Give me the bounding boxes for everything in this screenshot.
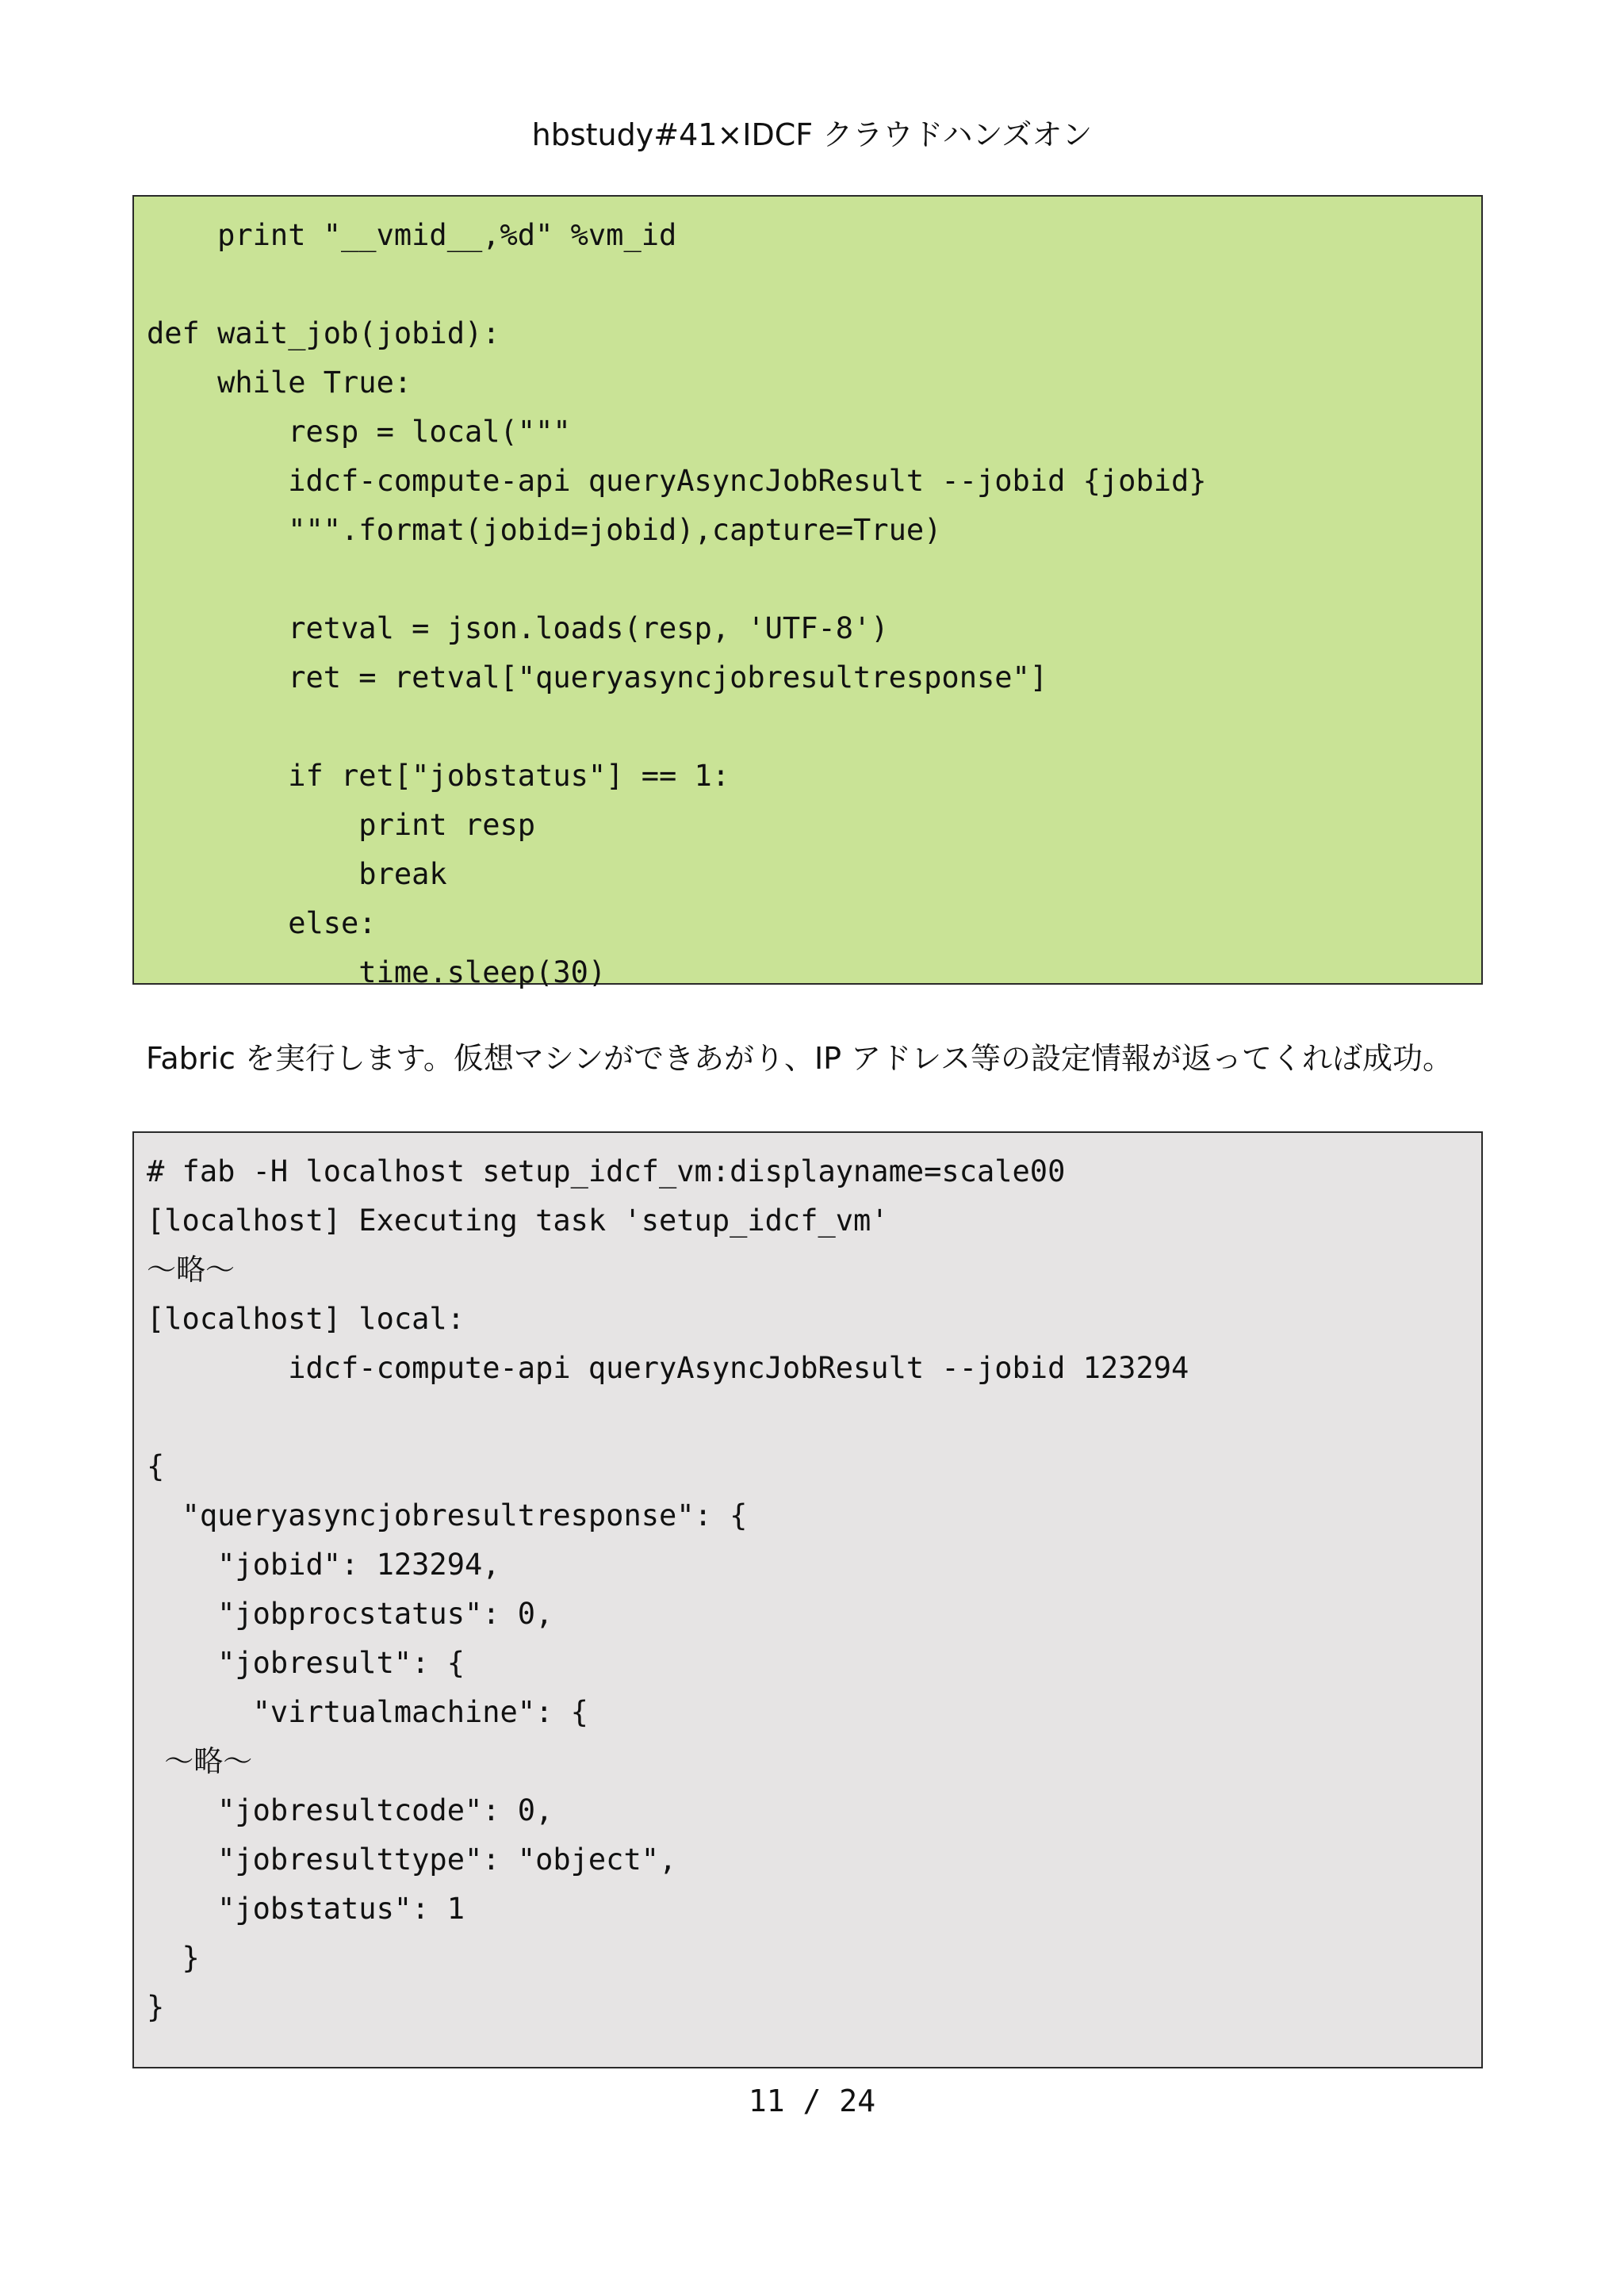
output-line: "queryasyncjobresultresponse": { (147, 1498, 748, 1533)
code-line: break (147, 857, 447, 891)
output-line: [localhost] Executing task 'setup_idcf_vm' (147, 1203, 889, 1238)
code-line: ret = retval["queryasyncjobresultresponse"] (147, 660, 1048, 695)
code-line: while True: (147, 365, 412, 400)
output-line: } (147, 1990, 165, 2024)
output-line: ～略～ (147, 1253, 235, 1287)
output-line: [localhost] local: (147, 1302, 465, 1336)
body-paragraph: Fabric を実行します。仮想マシンができあがり、IP アドレス等の設定情報が返ってくれば成功。 (146, 1041, 1454, 1076)
output-line: "jobresultcode": 0, (147, 1793, 553, 1827)
code-line (147, 260, 1481, 309)
code-line: print "__vmid__,%d" %vm_id (147, 218, 677, 252)
code-line: print resp (147, 808, 536, 842)
code-line: """.format(jobid=jobid),capture=True) (147, 513, 942, 547)
code-line (147, 555, 1481, 604)
terminal-output-block (132, 1131, 1483, 2068)
code-line: def wait_job(jobid): (147, 316, 500, 350)
output-line: } (147, 1941, 200, 1975)
code-line: idcf-compute-api queryAsyncJobResult --jobid {jobid} (147, 464, 1207, 498)
output-line: "jobresult": { (147, 1646, 465, 1680)
code-line: else: (147, 906, 377, 940)
page-header: hbstudy#41×IDCF クラウドハンズオン (531, 117, 1093, 152)
output-line: "jobresulttype": "object", (147, 1843, 677, 1877)
output-line: idcf-compute-api queryAsyncJobResult --jobid 123294 (147, 1351, 1189, 1385)
output-line: "jobid": 123294, (147, 1548, 500, 1582)
code-line (147, 702, 1481, 752)
code-line: if ret["jobstatus"] == 1: (147, 759, 730, 793)
output-line: "jobstatus": 1 (147, 1892, 465, 1926)
page-number: 11 / 24 (748, 2084, 876, 2118)
python-code-block (132, 195, 1483, 989)
code-line: resp = local(""" (147, 415, 571, 449)
output-line: ～略～ (147, 1744, 253, 1778)
output-line: { (147, 1449, 165, 1483)
code-line: time.sleep(30) (147, 955, 607, 989)
code-line: retval = json.loads(resp, 'UTF-8') (147, 611, 889, 645)
output-line (147, 1393, 1481, 1442)
output-line: # fab -H localhost setup_idcf_vm:displayname=scale00 (147, 1154, 1066, 1188)
output-line: "jobprocstatus": 0, (147, 1597, 553, 1631)
output-line: "virtualmachine": { (147, 1695, 588, 1729)
